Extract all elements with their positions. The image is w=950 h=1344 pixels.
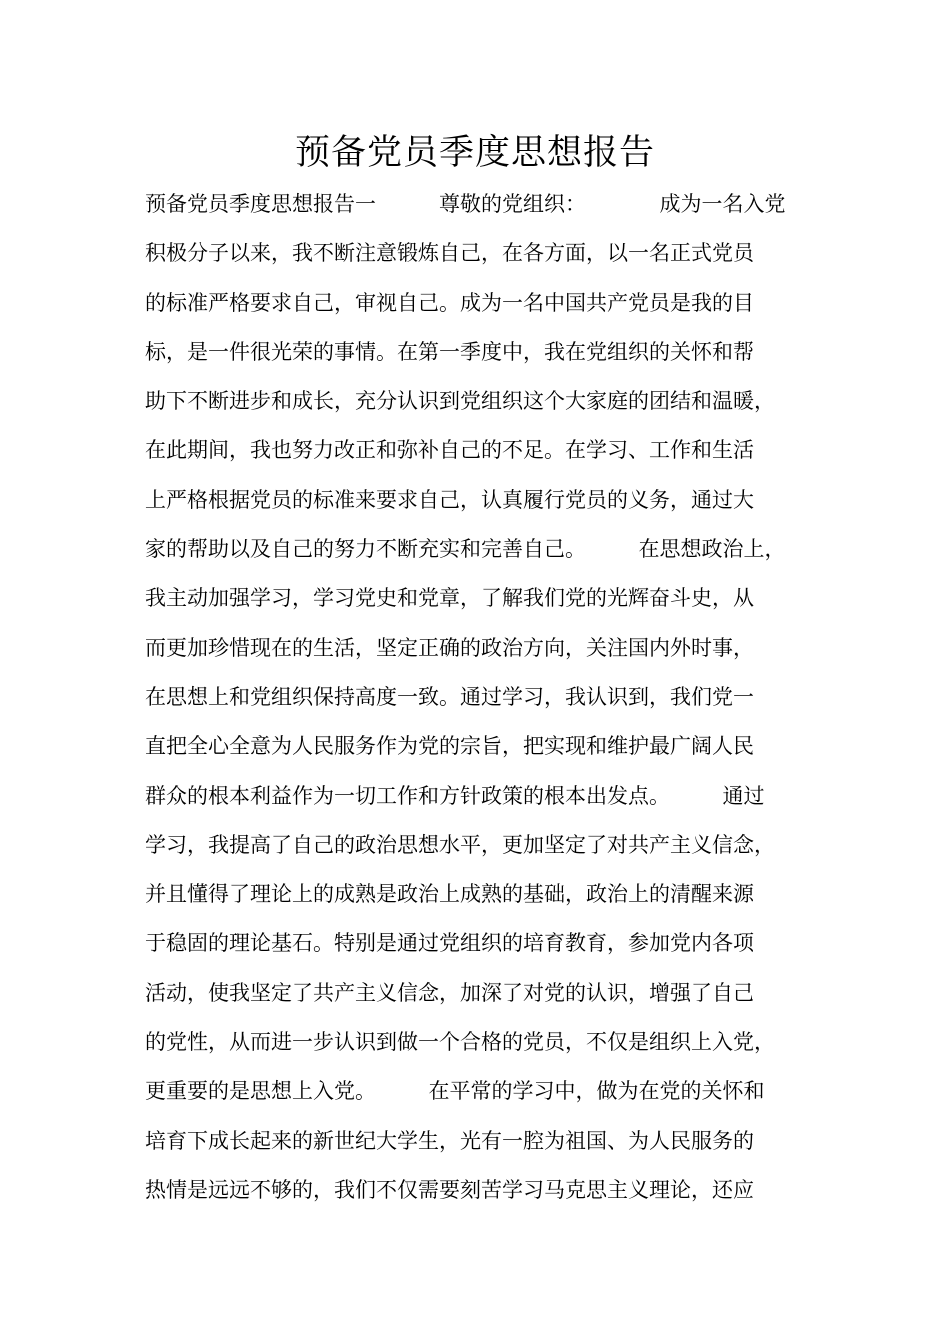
body-text-line: 的党性，从而进一步认识到做一个合格的党员，不仅是组织上入党， [145,1030,775,1055]
document-body [145,180,835,1215]
body-text-line: 热情是远远不够的，我们不仅需要刻苦学习马克思主义理论，还应 [145,1177,754,1202]
body-text-line: 培育下成长起来的新世纪大学生，光有一腔为祖国、为人民服务的 [145,1128,754,1153]
body-text-line: 助下不断进步和成长，充分认识到党组织这个大家庭的团结和温暖， [145,389,775,414]
body-text-line: 活动，使我坚定了共产主义信念，加深了对党的认识，增强了自己 [145,980,754,1005]
body-text-line: 更重要的是思想上入党。 在平常的学习中，做为在党的关怀和 [145,1079,765,1104]
body-text-line: 直把全心全意为人民服务作为党的宗旨，把实现和维护最广阔人民 [145,734,754,759]
body-text-line: 的标准严格要求自己，审视自己。成为一名中国共产党员是我的目 [145,290,754,315]
body-text-line: 标，是一件很光荣的事情。在第一季度中，我在党组织的关怀和帮 [145,339,754,364]
body-text-line: 积极分子以来，我不断注意锻炼自己，在各方面，以一名正式党员 [145,241,754,266]
body-text-line: 而更加珍惜现在的生活，坚定正确的政治方向，关注国内外时事， [145,635,754,660]
body-text-line: 在此期间，我也努力改正和弥补自己的不足。在学习、工作和生活 [145,438,754,463]
document-title: 预备党员季度思想报告 [294,133,655,173]
body-text-line: 学习，我提高了自己的政治思想水平，更加坚定了对共产主义信念， [145,832,775,857]
body-text-line: 于稳固的理论基石。特别是通过党组织的培育教育，参加党内各项 [145,931,754,956]
body-text-line: 并且懂得了理论上的成熟是政治上成熟的基础，政治上的清醒来源 [145,882,754,907]
body-text-line: 预备党员季度思想报告一 尊敬的党组织： 成为一名入党 [145,192,786,216]
body-text-line: 上严格根据党员的标准来要求自己，认真履行党员的义务，通过大 [145,487,754,512]
body-text-line: 家的帮助以及自己的努力不断充实和完善自己。 在思想政治上， [145,537,786,562]
body-text-line: 在思想上和党组织保持高度一致。通过学习，我认识到，我们党一 [145,684,754,709]
body-text-line: 我主动加强学习，学习党史和党章，了解我们党的光辉奋斗史，从 [145,586,754,611]
body-text-line: 群众的根本利益作为一切工作和方针政策的根本出发点。 通过 [145,783,765,808]
